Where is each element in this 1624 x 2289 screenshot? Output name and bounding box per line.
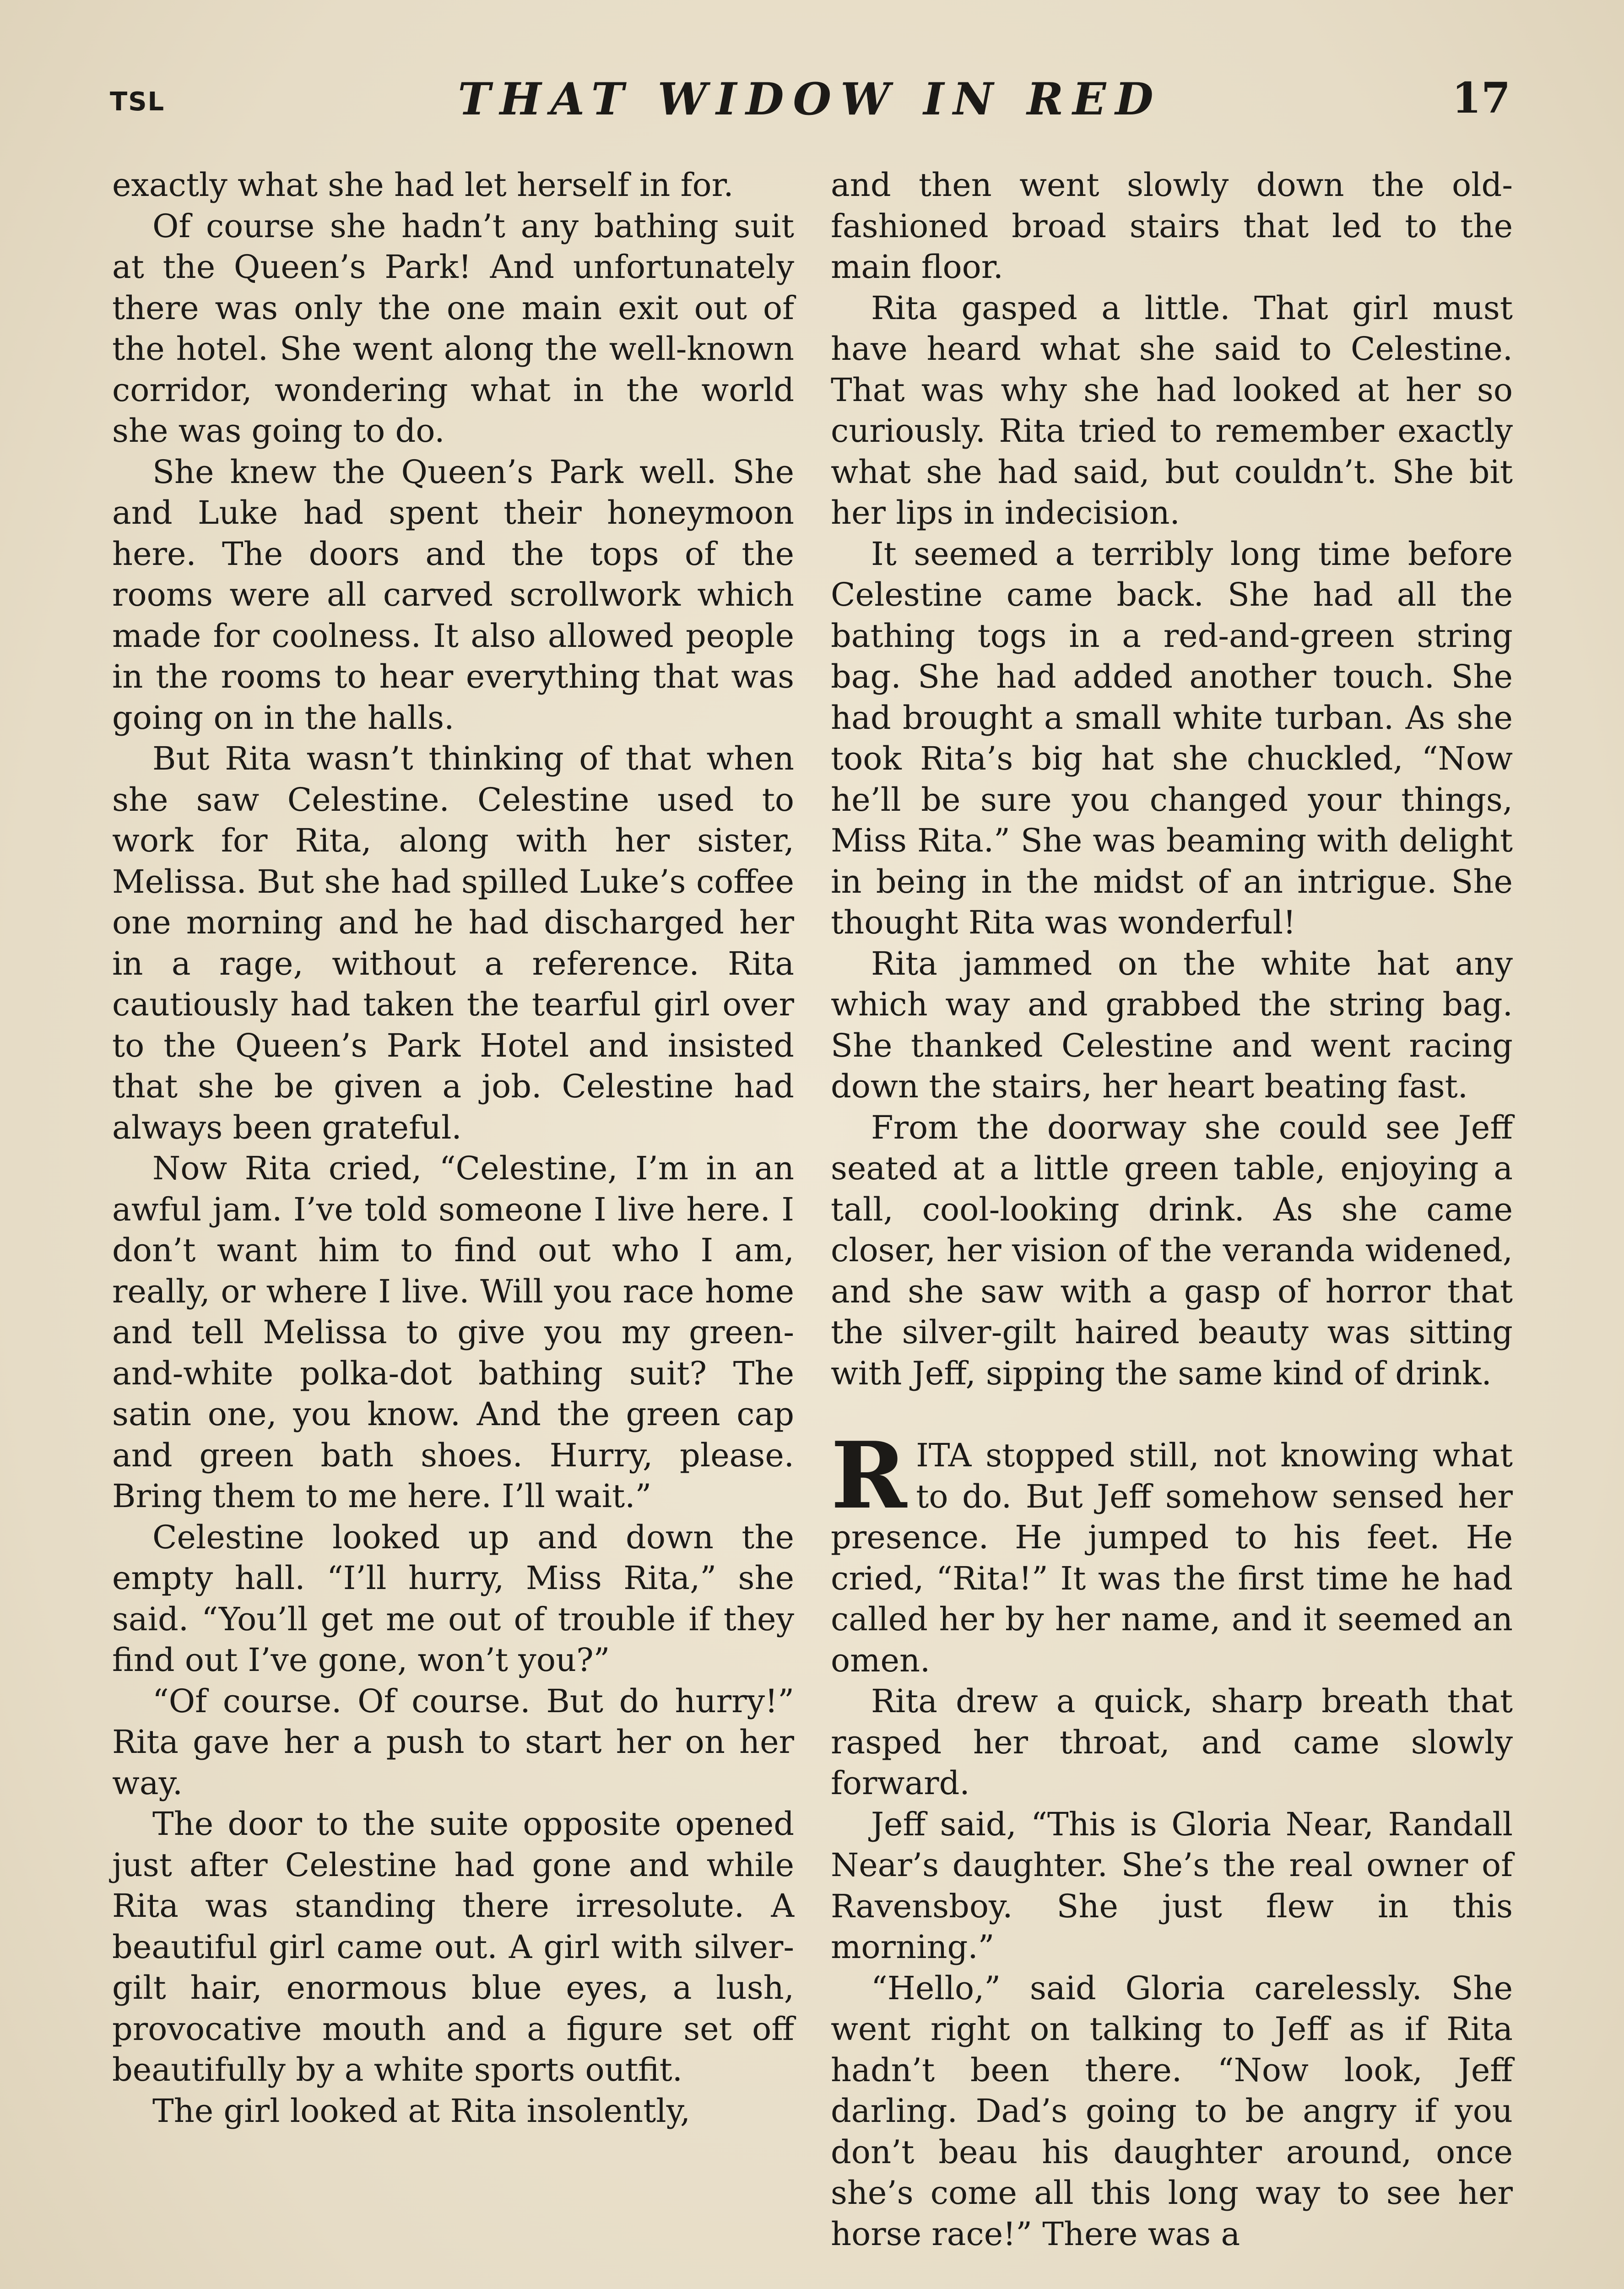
paragraph: Now Rita cried, “Celestine, I’m in an awful jam. I’ve told someone I live here. I don’t want him to find out who I am, really, or where I live. Will you race home and tell Melissa to give you my green-and-white polka-dot bathing suit? The satin one, you know. And the green cap and green bath shoes. Hurry, please. Bring them to me here. I’ll wait.” bbox=[112, 1150, 794, 1515]
page-header bbox=[105, 69, 1515, 137]
drop-cap: R bbox=[831, 1422, 907, 1530]
left-column bbox=[112, 165, 794, 2132]
paragraph: Rita drew a quick, sharp breath that rasped her throat, and came slowly forward. bbox=[831, 1682, 1513, 1802]
paragraph: Rita jammed on the white hat any which way and grabbed the string bag. She thanked Celestine and went racing down the stairs, her heart beating fast. bbox=[831, 944, 1513, 1105]
paragraph: Jeff said, “This is Gloria Near, Randall Near’s daughter. She’s the real owner of Ravensboy. She just flew in this morning.” bbox=[831, 1805, 1513, 1966]
paragraph: Rita gasped a little. That girl must have heard what she said to Celestine. That was why she had looked at her so curiously. Rita tried to remember exactly what she had said, but couldn’t. She bit her lips in indecision. bbox=[831, 289, 1513, 532]
paragraph: “Hello,” said Gloria carelessly. She went right on talking to Jeff as if Rita hadn’t been there. “Now look, Jeff darling. Dad’s going to be angry if you don’t beau his daughter around, once she’s come all this long way to see her horse race!” There was a bbox=[831, 1969, 1513, 2253]
paragraph: The door to the suite opposite opened just after Celestine had gone and while Rita was standing there irresolute. A beautiful girl came out. A girl with silver-gilt hair, enormous blue eyes, a lush, provocative mouth and a figure set off beautifully by a white sports outfit. bbox=[112, 1805, 794, 2088]
paragraph-text: ITA stopped still, not knowing what to do. But Jeff somehow sensed her presence. He jumped to his feet. He cried, “Rita!” It was the first time he had called her by her name, and it seemed an omen. bbox=[831, 1437, 1513, 1679]
paragraph: The girl looked at Rita insolently, bbox=[152, 2092, 691, 2130]
section-opening-paragraph bbox=[831, 1422, 1513, 1681]
paragraph: She knew the Queen’s Park well. She and Luke had spent their honeymoon here. The doors and the tops of the rooms were all carved scrollwork which made for coolness. It also allowed people in the rooms to hear everything that was going on in the halls. bbox=[112, 453, 794, 737]
paragraph: Of course she hadn’t any bathing suit at the Queen’s Park! And unfortunately there was only the one main exit out of the hotel. She went along the well-known corridor, wondering what in the world she was going to do. bbox=[112, 207, 794, 450]
paragraph: exactly what she had let herself in for. bbox=[112, 166, 734, 204]
paragraph: and then went slowly down the old-fashioned broad stairs that led to the main floor. bbox=[831, 166, 1513, 286]
paragraph: From the doorway she could see Jeff seated at a little green table, enjoying a tall, cool-looking drink. As she came closer, her vision of the veranda widened, and she saw with a gasp of horror that the silver-gilt haired beauty was sitting with Jeff, sipping the same kind of drink. bbox=[831, 1108, 1513, 1392]
paragraph: But Rita wasn’t thinking of that when she saw Celestine. Celestine used to work for Rita, along with her sister, Melissa. But she had spilled Luke’s coffee one morning and he had discharged her in a rage, without a reference. Rita cautiously had taken the tearful girl over to the Queen’s Park Hotel and insisted that she be given a job. Celestine had always been grateful. bbox=[112, 740, 794, 1146]
header-code: TSL bbox=[110, 87, 165, 117]
page-number: 17 bbox=[1451, 73, 1510, 123]
right-column bbox=[831, 165, 1513, 2255]
running-title: THAT WIDOW IN RED bbox=[458, 73, 1163, 125]
paragraph: It seemed a terribly long time before Celestine came back. She had all the bathing togs in a red-and-green string bag. She had added another touch. She had brought a small white turban. As she took Rita’s big hat she chuckled, “Now he’ll be sure you changed your things, Miss Rita.” She was beaming with delight in being in the midst of an intrigue. She thought Rita was wonderful! bbox=[831, 535, 1513, 941]
paragraph: “Of course. Of course. But do hurry!” Rita gave her a push to start her on her way. bbox=[112, 1682, 794, 1802]
paragraph: Celestine looked up and down the empty hall. “I’ll hurry, Miss Rita,” she said. “You’ll get me out of trouble if they find out I’ve gone, won’t you?” bbox=[112, 1518, 794, 1679]
